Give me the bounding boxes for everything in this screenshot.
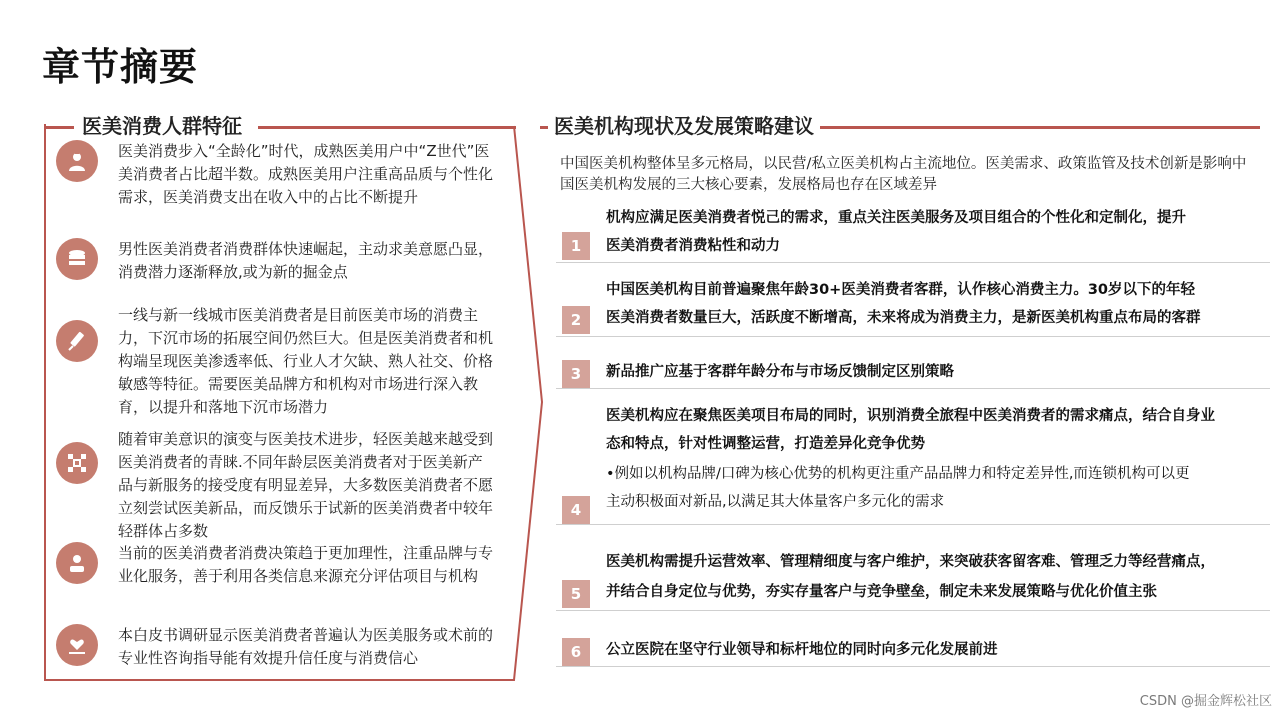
item-number: 2 [562, 306, 590, 334]
item-line: 中国医美机构目前普遍聚焦年龄30+医美消费者客群，认作核心消费主力。30岁以下的年轻 [606, 282, 1196, 298]
left-item-text: 一线与新一线城市医美消费者是目前医美市场的消费主力，下沉市场的拓展空间仍然巨大。但是医美消费者和机构端呈现医美渗透率低、行业人才欠缺、熟人社交、价格敏感等特征。需要医美品牌方和机构对市场进行深入教育，以提升和落地下沉市场潜力 [118, 306, 494, 416]
left-item [56, 238, 496, 284]
item-line: 医美机构应在聚焦医美项目布局的同时，识别消费全旅程中医美消费者的需求痛点，结合自身业 [606, 408, 1215, 424]
item-line: 新品推广应基于客群年龄分布与市场反馈制定区别策略 [606, 364, 954, 380]
left-item-text: 医美消费步入“全龄化”时代，成熟医美用户中“Z世代”医美消费者占比超半数。成熟医美用户注重高品质与个性化需求，医美消费支出在收入中的占比不断提升 [118, 142, 494, 206]
syringe-icon [56, 320, 98, 362]
right-intro: 中国医美机构整体呈多元格局，以民营/私立医美机构占主流地位。医美需求、政策监管及技术创新是影响中国医美机构发展的三大核心要素，发展格局也存在区域差异 [560, 156, 1247, 193]
left-item [56, 140, 496, 209]
left-item-text: 随着审美意识的演变与医美技术进步，轻医美越来越受到医美消费者的青睐.不同年龄层医美消费者对于医美新产品与新服务的接受度有明显差异，大多数医美消费者不愿立刻尝试医美新品，而反馈乐于试新的医美消费者中较年轻群体占多数 [118, 430, 494, 540]
strategy-item [556, 400, 1270, 525]
item-line: 机构应满足医美消费者悦己的需求，重点关注医美服务及项目组合的个性化和定制化，提升 [606, 210, 1186, 226]
strategy-item [556, 202, 1270, 263]
item-subline: 主动积极面对新品,以满足其大体量客户多元化的需求 [606, 494, 945, 510]
item-number: 1 [562, 232, 590, 260]
left-section-title: 医美消费人群特征 [76, 110, 248, 139]
item-line: 医美机构需提升运营效率、管理精细度与客户维护，来突破获客留客难、管理乏力等经营痛点， [606, 554, 1215, 570]
item-line: 医美消费者数量巨大，活跃度不断增高，未来将成为消费主力，是新医美机构重点布局的客群 [606, 310, 1201, 326]
left-item [56, 304, 496, 419]
network-icon [56, 442, 98, 484]
left-item [56, 428, 496, 543]
left-item [56, 624, 496, 670]
heart-hand-icon [56, 624, 98, 666]
item-line: 公立医院在坚守行业领导和标杆地位的同时向多元化发展前进 [606, 642, 998, 658]
nurse-icon [56, 140, 98, 182]
item-number: 5 [562, 580, 590, 608]
strategy-item [556, 634, 1270, 667]
item-number: 3 [562, 360, 590, 388]
left-item-text: 本白皮书调研显示医美消费者普遍认为医美服务或术前的专业性咨询指导能有效提升信任度与消费信心 [118, 626, 494, 667]
page-title: 章节摘要 [42, 45, 199, 89]
strategy-item [556, 356, 1270, 389]
footer-watermark: CSDN @掘金辉松社区 [1139, 694, 1272, 709]
item-number: 4 [562, 496, 590, 524]
coins-icon [56, 238, 98, 280]
left-item [56, 542, 496, 588]
item-line: 医美消费者消费粘性和动力 [606, 238, 780, 254]
left-item-text: 男性医美消费者消费群体快速崛起，主动求美意愿凸显，消费潜力逐渐释放,或为新的掘金点 [118, 240, 494, 281]
left-item-text: 当前的医美消费者消费决策趋于更加理性，注重品牌与专业化服务，善于利用各类信息来源充分评估项目与机构 [118, 544, 494, 585]
person-analysis-icon [56, 542, 98, 584]
item-line: 并结合自身定位与优势，夯实存量客户与竞争壁垒，制定未来发展策略与优化价值主张 [606, 584, 1157, 600]
strategy-item [556, 546, 1270, 611]
item-line: 态和特点，针对性调整运营，打造差异化竞争优势 [606, 436, 925, 452]
item-subline: •例如以机构品牌/口碑为核心优势的机构更注重产品品牌力和特定差异性,而连锁机构可以更 [606, 466, 1190, 482]
item-number: 6 [562, 638, 590, 666]
right-section-title: 医美机构现状及发展策略建议 [548, 110, 820, 139]
strategy-item [556, 274, 1270, 337]
